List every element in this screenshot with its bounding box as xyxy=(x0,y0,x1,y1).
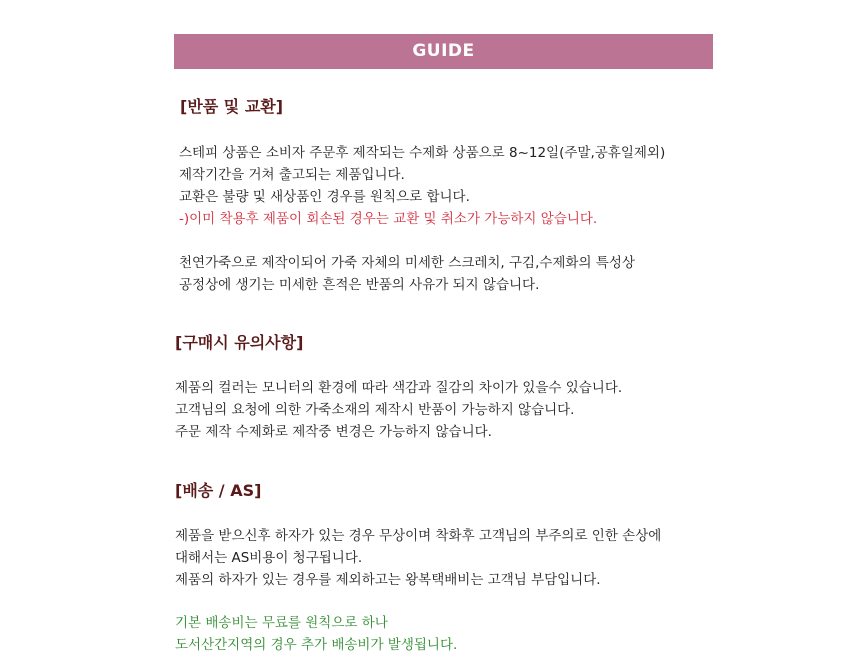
shipping-as-text xyxy=(175,525,661,591)
guide-title-bar xyxy=(174,34,713,69)
returns-warning: -)이미 착용후 제품이 회손된 경우는 교환 및 취소가 가능하지 않습니다. xyxy=(179,211,598,227)
purchase-notes-text xyxy=(175,377,622,443)
shipping-note-line: 기본 배송비는 무료를 원칙으로 하나 xyxy=(175,615,388,631)
leather-line: 천연가죽으로 제작이되어 가죽 자체의 미세한 스크레치, 구김,수제화의 특성상 xyxy=(179,255,635,271)
returns-heading: [반품 및 교환] xyxy=(180,97,284,116)
returns-line: 스테피 상품은 소비자 주문후 제작되는 수제화 상품으로 8~12일(주말,공휴일제외) xyxy=(179,145,666,161)
purchase-line: 주문 제작 수제화로 제작중 변경은 가능하지 않습니다. xyxy=(175,424,492,440)
shipping-line: 대해서는 AS비용이 청구됩니다. xyxy=(175,550,363,566)
shipping-line: 제품의 하자가 있는 경우를 제외하고는 왕복택배비는 고객님 부담입니다. xyxy=(175,572,601,588)
returns-policy-text xyxy=(179,142,665,230)
purchase-line: 고객님의 요청에 의한 가죽소재의 제작시 반품이 가능하지 않습니다. xyxy=(175,402,575,418)
leather-notice-text xyxy=(179,252,635,296)
guide-title: GUIDE xyxy=(412,41,475,61)
shipping-heading: [배송 / AS] xyxy=(175,481,262,500)
shipping-note-line: 도서산간지역의 경우 추가 배송비가 발생됩니다. xyxy=(175,637,458,653)
purchase-heading: [구매시 유의사항] xyxy=(175,333,304,352)
returns-line: 교환은 불량 및 새상품인 경우를 원칙으로 합니다. xyxy=(179,189,470,205)
shipping-fee-notes xyxy=(175,612,457,656)
leather-line: 공정상에 생기는 미세한 흔적은 반품의 사유가 되지 않습니다. xyxy=(179,277,540,293)
purchase-line: 제품의 컬러는 모니터의 환경에 따라 색감과 질감의 차이가 있을수 있습니다. xyxy=(175,380,623,396)
returns-line: 제작기간을 거쳐 출고되는 제품입니다. xyxy=(179,167,405,183)
shipping-line: 제품을 받으신후 하자가 있는 경우 무상이며 착화후 고객님의 부주의로 인한 손상에 xyxy=(175,528,662,544)
